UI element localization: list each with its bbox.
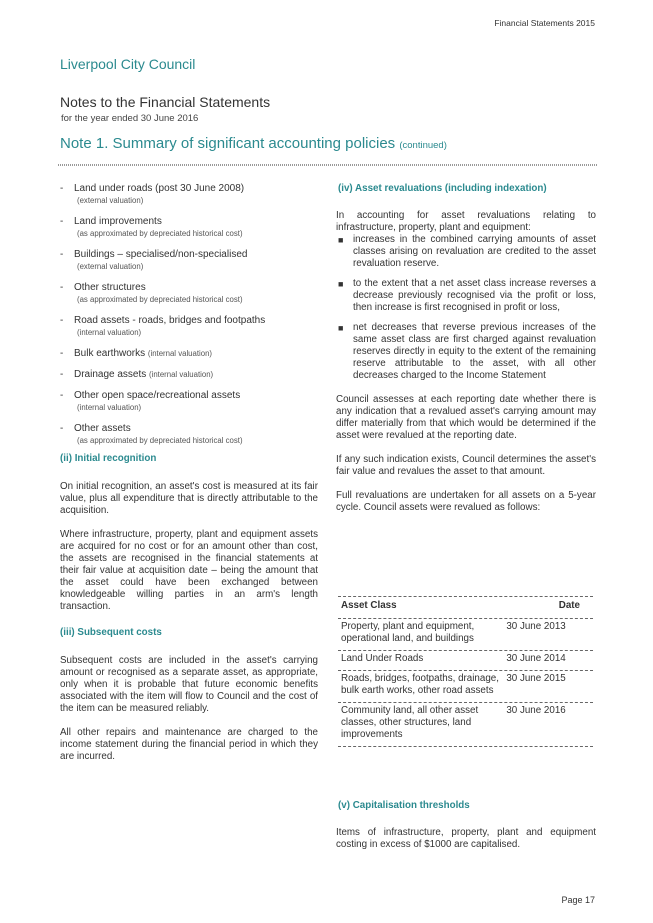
- paragraph: Items of infrastructure, property, plant and equipment costing in excess of $1000 are capitalised.: [336, 827, 596, 850]
- asset-name: Buildings – specialised/non-specialised: [74, 249, 248, 260]
- bullet-item: [336, 322, 596, 382]
- asset-name: Road assets - roads, bridges and footpaths: [74, 315, 266, 326]
- revaluation-table: [338, 596, 593, 747]
- note-heading: [60, 135, 447, 152]
- section-heading-capitalisation: (v) Capitalisation thresholds: [338, 800, 470, 811]
- date-cell: 30 June 2015: [506, 673, 566, 684]
- asset-name: Bulk earthworks: [74, 348, 146, 359]
- valuation-basis: (internal valuation): [77, 403, 142, 412]
- column-header-date: Date: [558, 600, 580, 611]
- asset-class-cell: Community land, all other asset classes, other structures, land improvements: [341, 705, 479, 740]
- bullet-icon: ■: [338, 279, 344, 289]
- dash-icon: -: [60, 249, 64, 260]
- paragraph: All other repairs and maintenance are charged to the income statement during the financial period in which they are incurred.: [60, 727, 318, 762]
- dash-icon: -: [60, 282, 64, 293]
- notes-title: Notes to the Financial Statements: [60, 94, 271, 110]
- date-cell: 30 June 2013: [506, 621, 566, 632]
- asset-list-item: [60, 282, 318, 306]
- asset-class-cell: Property, plant and equipment, operational land, and buildings: [341, 621, 475, 644]
- bullet-icon: ■: [338, 235, 344, 245]
- asset-name: Other structures: [74, 282, 146, 293]
- dash-icon: -: [60, 348, 64, 359]
- table-row: [338, 650, 593, 670]
- asset-list-item: [60, 183, 318, 207]
- asset-list-item: [60, 249, 318, 273]
- bullet-text: increases in the combined carrying amounts of asset classes arising on revaluation are credited to the asset revaluation reserve.: [353, 234, 596, 269]
- paragraph: If any such indication exists, Council determines the asset's fair value and revalues the asset to that amount.: [336, 454, 596, 477]
- table-row: [338, 702, 593, 747]
- paragraph: Council assesses at each reporting date whether there is any indication that a revalued asset's carrying amount may differ materially from that which would be determined if the asset were revalued at the reporting date.: [336, 394, 596, 441]
- bullet-item: [336, 278, 596, 314]
- section-heading-asset-revaluations: (iv) Asset revaluations (including indexation): [338, 183, 547, 194]
- table-header-row: [338, 596, 593, 618]
- bullet-text: to the extent that a net asset class increase reverses a decrease previously recognised via the profit or loss, then increase is first recognised in profit or loss,: [353, 278, 596, 313]
- note-heading-text: Note 1. Summary of significant accounting policies: [60, 135, 396, 152]
- asset-name: Land improvements: [74, 216, 162, 227]
- asset-list-item: [60, 390, 318, 414]
- capitalisation-section: [336, 800, 596, 851]
- paragraph: Subsequent costs are included in the asset's carrying amount or recognised as a separate asset, as appropriate, only when it is probable that future economic benefits associated with the item will flow to Council and the cost of the item can be measured reliably.: [60, 655, 318, 714]
- right-column: [336, 183, 596, 514]
- valuation-basis: (as approximated by depreciated historical cost): [77, 229, 243, 238]
- heading-divider: [58, 164, 598, 166]
- left-column: [60, 183, 318, 763]
- period-subtitle: for the year ended 30 June 2016: [61, 113, 199, 124]
- valuation-basis: (external valuation): [77, 262, 144, 271]
- asset-list-item: [60, 423, 318, 447]
- dash-icon: -: [60, 183, 64, 194]
- page-number: Page 17: [561, 895, 595, 905]
- dash-icon: -: [60, 315, 64, 326]
- valuation-basis: (internal valuation): [147, 349, 213, 358]
- report-label: Financial Statements 2015: [494, 18, 595, 28]
- asset-name: Other assets: [74, 423, 131, 434]
- column-header-asset-class: Asset Class: [341, 600, 397, 611]
- date-cell: 30 June 2014: [506, 653, 566, 664]
- dash-icon: -: [60, 390, 64, 401]
- asset-list-item: [60, 348, 318, 360]
- bullet-icon: ■: [338, 323, 344, 333]
- asset-list: [60, 183, 318, 447]
- bullet-text: net decreases that reverse previous increases of the same asset class are first charged against revaluation reserves directly in equity to the extent of the remaining reserve attributable to the asset, with all other decreases charged to the Income Statement: [353, 322, 596, 381]
- asset-class-cell: Land Under Roads: [341, 653, 424, 664]
- asset-class-cell: Roads, bridges, footpaths, drainage, bulk earth works, other road assets: [341, 673, 499, 696]
- asset-list-item: [60, 216, 318, 240]
- continued-label: (continued): [399, 140, 447, 151]
- valuation-basis: (as approximated by depreciated historical cost): [77, 295, 243, 304]
- section-heading-initial-recognition: (ii) Initial recognition: [60, 453, 157, 464]
- valuation-basis: (as approximated by depreciated historical cost): [77, 436, 243, 445]
- asset-list-item: [60, 369, 318, 381]
- asset-name: Other open space/recreational assets: [74, 390, 241, 401]
- asset-list-item: [60, 315, 318, 339]
- paragraph: Where infrastructure, property, plant and equipment assets are acquired for no cost or for an amount other than cost, the assets are recognised in the financial statements at their fair value at acquisition date – being the amount that the asset could have been exchanged between knowledgeable willing parties in an arm's length transaction.: [60, 529, 318, 612]
- date-cell: 30 June 2016: [506, 705, 566, 716]
- table-row: [338, 670, 593, 702]
- valuation-basis: (external valuation): [77, 196, 144, 205]
- valuation-basis: (internal valuation): [149, 370, 214, 379]
- asset-name: Land under roads (post 30 June 2008): [74, 183, 245, 194]
- paragraph: In accounting for asset revaluations relating to infrastructure, property, plant and equipment:: [336, 210, 596, 233]
- valuation-basis: (internal valuation): [77, 328, 142, 337]
- section-heading-subsequent-costs: (iii) Subsequent costs: [60, 627, 162, 638]
- dash-icon: -: [60, 423, 64, 434]
- dash-icon: -: [60, 369, 64, 380]
- table-row: [338, 618, 593, 650]
- paragraph: Full revaluations are undertaken for all assets on a 5-year cycle. Council assets were revalued as follows:: [336, 490, 596, 513]
- council-name: Liverpool City Council: [60, 56, 196, 72]
- bullet-item: [336, 234, 596, 270]
- asset-name: Drainage assets: [74, 369, 147, 380]
- dash-icon: -: [60, 216, 64, 227]
- paragraph: On initial recognition, an asset's cost is measured at its fair value, plus all expenditure that is directly attributable to the acquisition.: [60, 481, 318, 516]
